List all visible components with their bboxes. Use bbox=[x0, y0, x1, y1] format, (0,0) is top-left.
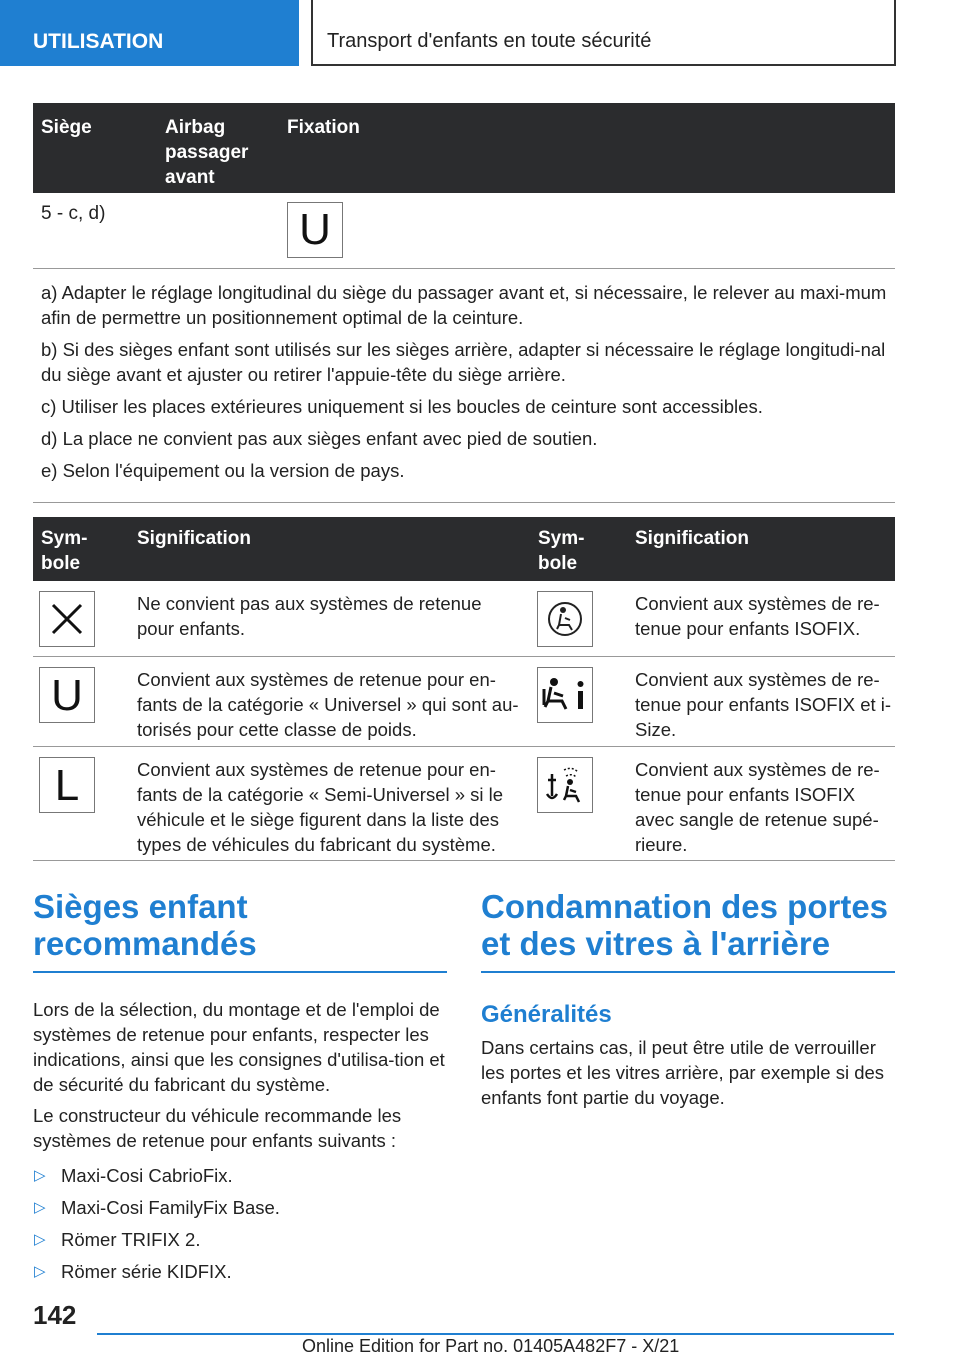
footnote-d: d) La place ne convient pas aux sièges enfant avec pied de soutien. bbox=[41, 428, 598, 449]
meaning-isofix-tether: Convient aux systèmes de re-tenue pour enfants ISOFIX avec sangle de retenue supé-rieure. bbox=[635, 759, 880, 855]
page-number: 142 bbox=[33, 1300, 77, 1330]
header-airbag: Airbag passager avant bbox=[165, 117, 249, 188]
universal-symbol-letter: U bbox=[51, 670, 83, 720]
chapter-title: Transport d'enfants en toute sécurité bbox=[311, 0, 896, 66]
universal-symbol-letter: U bbox=[299, 205, 331, 254]
recommended-seats-section bbox=[33, 888, 447, 1291]
footnote-e: e) Selon l'équipement ou la version de pays. bbox=[41, 460, 405, 481]
section-heading: Sièges enfant recommandés bbox=[33, 888, 447, 973]
list-item-text: Maxi-Cosi CabrioFix. bbox=[61, 1165, 233, 1186]
header-symbol-left: Sym-bole bbox=[41, 528, 88, 574]
list-item-text: Römer TRIFIX 2. bbox=[61, 1229, 201, 1250]
list-item-text: Maxi-Cosi FamilyFix Base. bbox=[61, 1197, 280, 1218]
recommended-seat-list bbox=[33, 1163, 447, 1284]
list-item bbox=[33, 1227, 447, 1252]
child-lock-section bbox=[481, 888, 895, 1110]
seat-table-row bbox=[33, 193, 895, 269]
isofix-tether-icon bbox=[537, 757, 593, 813]
edition-footer: Online Edition for Part no. 01405A482F7 - X/21 bbox=[302, 1336, 680, 1356]
footnote-b: b) Si des sièges enfant sont utilisés sur les sièges arrière, adapter si nécessaire le réglage longitudi-nal du siège avant et ajuster ou retirer l'appuie-tête du siège arrière. bbox=[41, 339, 886, 385]
triangle-bullet-icon: ▷ bbox=[34, 1199, 46, 1216]
isofix-icon bbox=[537, 591, 593, 647]
paragraph: Lors de la sélection, du montage et de l'emploi de systèmes de retenue pour enfants, respecter les indications, ainsi que les consignes d'utilisa-tion et de sécurité du fabricant du système. bbox=[33, 999, 445, 1095]
meaning-semi-universal: Convient aux systèmes de retenue pour en-fants de la catégorie « Semi-Universel » si le véhicule et le siège figurent dans la liste des types de véhicules du fabricant du système. bbox=[137, 759, 504, 855]
list-item-text: Römer série KIDFIX. bbox=[61, 1261, 232, 1282]
footnote-c: c) Utiliser les places extérieures uniquement si les boucles de ceinture sont accessibles. bbox=[41, 396, 763, 417]
paragraph: Dans certains cas, il peut être utile de verrouiller les portes et les vitres arrière, par exemple si des enfants font partie du voyage. bbox=[481, 1037, 885, 1108]
triangle-bullet-icon: ▷ bbox=[34, 1231, 46, 1248]
meaning-isofix-isize: Convient aux systèmes de re-tenue pour enfants ISOFIX et i-Size. bbox=[635, 669, 892, 740]
footer-divider bbox=[97, 1333, 894, 1335]
seat-table bbox=[33, 103, 895, 269]
symbol-table bbox=[33, 517, 895, 861]
header-meaning-left: Signification bbox=[137, 528, 251, 549]
semi-universal-symbol bbox=[39, 757, 95, 813]
universal-symbol bbox=[287, 202, 343, 258]
section-heading: Condamnation des portes et des vitres à l'arrière bbox=[481, 888, 895, 973]
isofix-isize-icon bbox=[537, 667, 593, 723]
header-seat: Siège bbox=[41, 117, 92, 138]
meaning-isofix: Convient aux systèmes de re-tenue pour enfants ISOFIX. bbox=[635, 593, 880, 639]
meaning-not-suitable: Ne convient pas aux systèmes de retenue pour enfants. bbox=[137, 593, 482, 639]
meaning-universal: Convient aux systèmes de retenue pour en-fants de la catégorie « Universel » qui sont au-torisés pour cette classe de poids. bbox=[137, 669, 519, 740]
universal-symbol bbox=[39, 667, 95, 723]
header-symbol-right: Sym-bole bbox=[538, 528, 585, 574]
footnote-a: a) Adapter le réglage longitudinal du siège du passager avant et, si nécessaire, le relever au maxi-mum afin de permettre un positionnement optimal de la ceinture. bbox=[41, 282, 887, 328]
page-header bbox=[0, 0, 960, 66]
seat-table-header bbox=[33, 103, 895, 193]
triangle-bullet-icon: ▷ bbox=[34, 1167, 46, 1184]
list-item bbox=[33, 1163, 447, 1188]
paragraph: Le constructeur du véhicule recommande les systèmes de retenue pour enfants suivants : bbox=[33, 1105, 402, 1151]
symbol-row bbox=[33, 581, 895, 657]
subsection-heading: Généralités bbox=[481, 1001, 612, 1028]
list-item bbox=[33, 1259, 447, 1284]
symbol-table-header bbox=[33, 517, 895, 581]
seat-position: 5 - c, d) bbox=[41, 203, 106, 224]
list-item bbox=[33, 1195, 447, 1220]
symbol-row bbox=[33, 747, 895, 861]
semi-universal-symbol-letter: L bbox=[54, 760, 80, 810]
header-fixation: Fixation bbox=[287, 117, 360, 138]
triangle-bullet-icon: ▷ bbox=[34, 1263, 46, 1280]
section-tab: UTILISATION bbox=[0, 0, 299, 66]
symbol-row bbox=[33, 657, 895, 747]
table-footnotes bbox=[33, 270, 895, 503]
header-meaning-right: Signification bbox=[635, 528, 749, 549]
x-icon bbox=[39, 591, 95, 647]
